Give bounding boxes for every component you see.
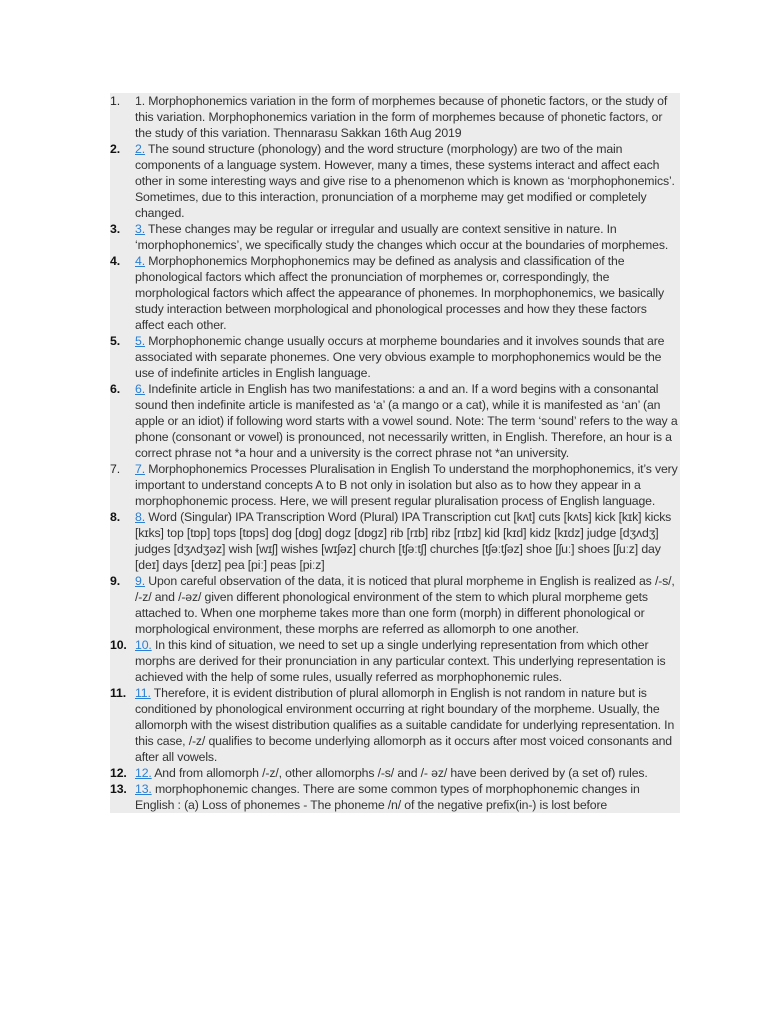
item-text: Indefinite article in English has two manifestations: a and an. If a word begins with a consonantal sound then indefinite article is manifested as ‘a’ (a mango or a cat), while it is manifested as ‘an’ (an apple or an idiot) if following word starts with a vowel sound. Note: The term ‘sound’ refers to the way a phone (consonant or vowel) is pronounced, not necessarily written, in English. Therefore, an hour is a correct phrase not *a hour and a university is the correct phrase not *an university. — [135, 382, 678, 460]
item-text: And from allomorph /-z/, other allomorphs /-s/ and /- əz/ have been derived by (a set of) rules. — [154, 766, 648, 780]
list-item — [110, 637, 680, 685]
item-number: 7. — [110, 462, 120, 476]
item-link[interactable]: 3. — [135, 222, 145, 236]
list-item — [110, 765, 680, 781]
item-text: morphophonemic changes. There are some common types of morphophonemic changes in English : (a) Loss of phonemes - The phoneme /n/ of the negative prefix(in-) is lost before — [135, 782, 640, 812]
item-text: The sound structure (phonology) and the word structure (morphology) are two of the main components of a language system. However, many a times, these systems interact and affect each other in some interesting ways and give rise to a phenomenon which is known as ‘morphophonemics’. Sometimes, due to this interaction, pronunciation of a morpheme may get modified or completely changed. — [135, 142, 675, 220]
transcript-list — [110, 93, 680, 813]
item-link[interactable]: 10. — [135, 638, 152, 652]
item-link[interactable]: 8. — [135, 510, 145, 524]
list-item — [110, 573, 680, 637]
item-text: In this kind of situation, we need to set up a single underlying representation from which other morphs are derived for their pronunciation in any particular context. This underlying representation is achieved with the help of some rules, usually referred as morphophonemic rules. — [135, 638, 666, 684]
list-item — [110, 461, 680, 509]
item-number: 11. — [110, 686, 126, 700]
item-number: 2. — [110, 142, 120, 156]
item-number: 9. — [110, 574, 120, 588]
item-link[interactable]: 4. — [135, 254, 145, 268]
list-item — [110, 781, 680, 813]
item-number: 1. — [110, 94, 120, 108]
item-link[interactable]: 2. — [135, 142, 145, 156]
item-link[interactable]: 11. — [135, 686, 151, 700]
item-number: 5. — [110, 334, 120, 348]
list-item — [110, 93, 680, 141]
item-text: Morphophonemic change usually occurs at morpheme boundaries and it involves sounds that are associated with separate phonemes. One very obvious example to morphophonemics would be the use of indefinite articles in English language. — [135, 334, 665, 380]
item-number: 3. — [110, 222, 120, 236]
list-item — [110, 333, 680, 381]
list-item — [110, 381, 680, 461]
item-number: 6. — [110, 382, 120, 396]
item-number: 12. — [110, 766, 127, 780]
item-link[interactable]: 13. — [135, 782, 152, 796]
item-link[interactable]: 7. — [135, 462, 145, 476]
item-link[interactable]: 12. — [135, 766, 152, 780]
list-item — [110, 221, 680, 253]
item-number: 8. — [110, 510, 120, 524]
item-number: 13. — [110, 782, 127, 796]
item-text: Therefore, it is evident distribution of plural allomorph in English is not random in nature but is conditioned by phonological environment occurring at right boundary of the morpheme. Usually, the allomorph with the wisest distribution qualifies as a suitable candidate for underlying representation. In this case, /-z/ qualifies to become underlying allomorph as it occurs after most voiced consonants and after all vowels. — [135, 686, 675, 764]
item-text: These changes may be regular or irregular and usually are context sensitive in nature. In ‘morphophonemics’, we specifically study the changes which occur at the boundaries of morphemes. — [135, 222, 669, 252]
item-text: Morphophonemics Morphophonemics may be defined as analysis and classification of the phonological factors which affect the pronunciation of morphemes or, correspondingly, the morphological factors which affect the appearance of phonemes. In morphophonemics, we basically study interaction between morphological and phonological processes and how they these factors affect each other. — [135, 254, 664, 332]
item-link[interactable]: 6. — [135, 382, 145, 396]
item-text: Upon careful observation of the data, it is noticed that plural morpheme in English is realized as /-s/, /-z/ and /-əz/ given different phonological environment of the stem to which plural morpheme gets attached to. When one morpheme takes more than one form (morph) in different phonological or morphological environment, these morphs are referred as allomorph to one another. — [135, 574, 675, 636]
item-text: 1. Morphophonemics variation in the form of morphemes because of phonetic factors, or the study of this variation. Morphophonemics variation in the form of morphemes because of phonetic factors, or the study of this variation. Thennarasu Sakkan 16th Aug 2019 — [135, 94, 668, 140]
list-item — [110, 253, 680, 333]
item-number: 10. — [110, 638, 127, 652]
item-link[interactable]: 9. — [135, 574, 145, 588]
item-text: Word (Singular) IPA Transcription Word (Plural) IPA Transcription cut [kʌt] cuts [kʌts] kick [kɪk] kicks [kɪks] top [tɒp] tops [tɒps] dog [dɒg] dogz [dɒgz] rib [rɪb] ribz [rɪbz] kid [kɪd] kidz [kɪdz] judge [dʒʌdʒ] judges [dʒʌdʒəz] wish [wɪʃ] wishes [wɪʃəz] church [tʃəːtʃ] churches [tʃəːtʃəz] shoe [ʃuː] shoes [ʃuːz] day [deɪ] days [deɪz] pea [piː] peas [piːz] — [135, 510, 672, 572]
list-item — [110, 685, 680, 765]
list-item — [110, 509, 680, 573]
item-link[interactable]: 5. — [135, 334, 145, 348]
item-number: 4. — [110, 254, 120, 268]
list-item — [110, 141, 680, 221]
item-text: Morphophonemics Processes Pluralisation in English To understand the morphophonemics, it’s very important to understand concepts A to B not only in isolation but also as to how they appear in a morphophonemic process. Here, we will present regular pluralisation process of English language. — [135, 462, 678, 508]
